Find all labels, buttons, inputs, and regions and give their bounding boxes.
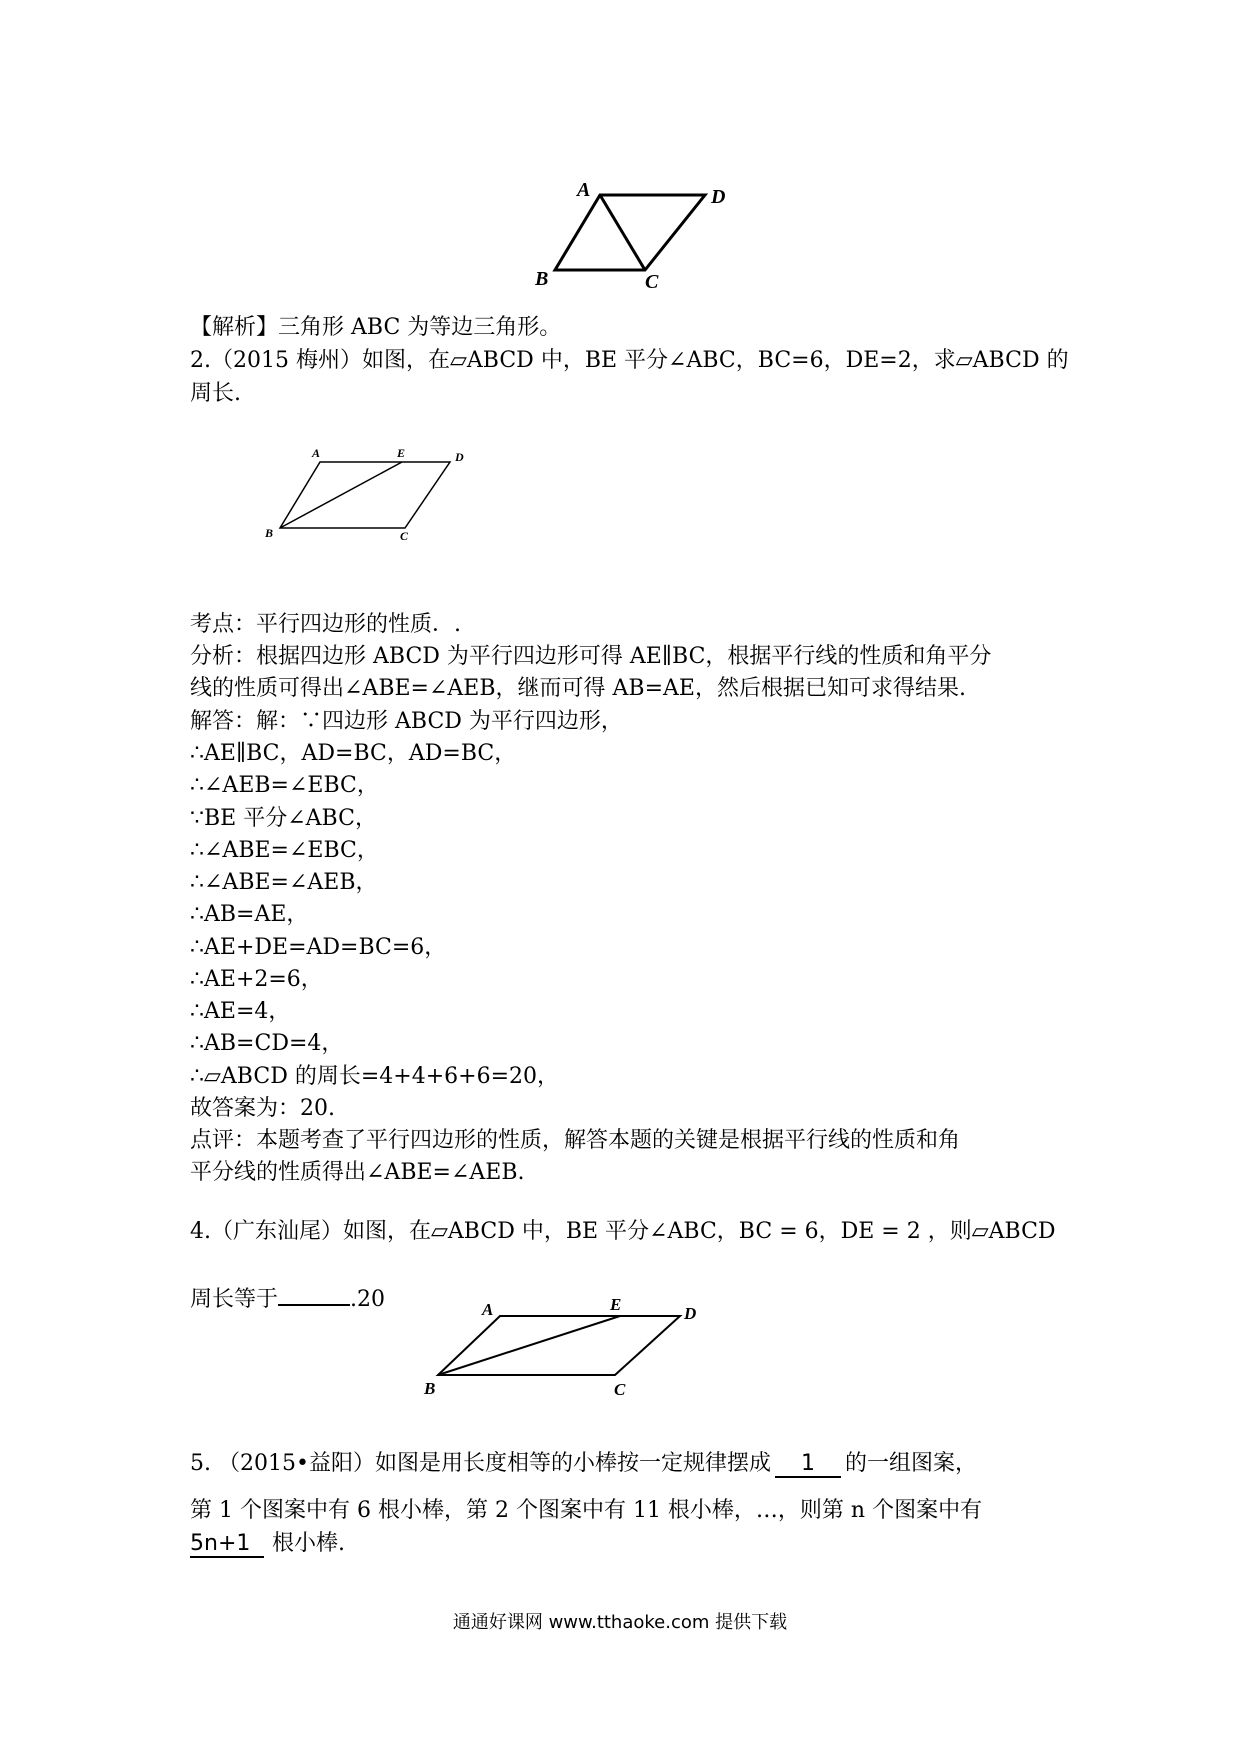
kaodian: 考点：平行四边形的性质．. bbox=[190, 612, 461, 637]
label-e: E bbox=[397, 446, 406, 460]
problem-4-suffix: .20 bbox=[350, 1287, 386, 1312]
step-4: ∴∠ABE=∠EBC， bbox=[190, 838, 379, 863]
label-d: D bbox=[684, 1304, 697, 1323]
problem-2-line-2: 周长. bbox=[190, 381, 241, 406]
parallelogram-outline bbox=[438, 1316, 680, 1375]
figure-parallelogram-2 bbox=[260, 445, 490, 545]
label-d: D bbox=[455, 450, 464, 464]
label-c: C bbox=[645, 271, 659, 293]
fenxi-line-1: 分析：根据四边形 ABCD 为平行四边形可得 AE∥BC，根据平行线的性质和角平分 bbox=[190, 644, 992, 669]
problem-5-line-3 bbox=[190, 1530, 345, 1558]
label-b: B bbox=[424, 1379, 436, 1398]
step-10: ∴AB=CD=4， bbox=[190, 1031, 344, 1056]
dianping-line-2: 平分线的性质得出∠ABE=∠AEB. bbox=[190, 1160, 525, 1185]
step-9: ∴AE=4， bbox=[190, 999, 291, 1024]
step-6: ∴AB=AE， bbox=[190, 902, 309, 927]
problem-4-line-2 bbox=[190, 1286, 385, 1314]
problem-5-line-1 bbox=[190, 1450, 977, 1478]
step-1: ∴AE∥BC，AD=BC，AD=BC， bbox=[190, 741, 517, 766]
answer-blank-5a: 1 bbox=[775, 1452, 841, 1478]
label-a: A bbox=[482, 1300, 494, 1319]
problem-4-line-1: 4.（广东汕尾）如图，在▱ABCD 中，BE 平分∠ABC，BC = 6，DE = 2 ，则▱ABCD bbox=[190, 1219, 1056, 1244]
label-c: C bbox=[400, 529, 409, 543]
answer-blank-5b: 5n+1 bbox=[190, 1532, 264, 1558]
problem-5-text-c: 根小棒. bbox=[272, 1531, 345, 1556]
label-e: E bbox=[610, 1295, 622, 1314]
problem-5-line-2: 第 1 个图案中有 6 根小棒，第 2 个图案中有 11 根小棒，…，则第 n 个图案中有 bbox=[190, 1498, 983, 1523]
analysis-1: 【解析】三角形 ABC 为等边三角形。 bbox=[190, 315, 562, 340]
label-b: B bbox=[535, 268, 549, 290]
dianping-line-1: 点评：本题考查了平行四边形的性质，解答本题的关键是根据平行线的性质和角 bbox=[190, 1128, 961, 1153]
figure-parallelogram-4 bbox=[420, 1295, 710, 1405]
step-11: ∴▱ABCD 的周长=4+4+6+6=20， bbox=[190, 1064, 559, 1089]
step-5: ∴∠ABE=∠AEB， bbox=[190, 870, 378, 895]
step-7: ∴AE+DE=AD=BC=6， bbox=[190, 935, 447, 960]
answer: 故答案为：20. bbox=[190, 1096, 335, 1121]
diagonal-ac bbox=[600, 195, 645, 270]
label-b: B bbox=[265, 526, 274, 540]
page-footer: 通通好课网 www.tthaoke.com 提供下载 bbox=[452, 1612, 788, 1633]
figure-rhombus-abcd bbox=[535, 170, 735, 295]
jieda: 解答：解：∵四边形 ABCD 为平行四边形， bbox=[190, 709, 623, 734]
step-2: ∴∠AEB=∠EBC， bbox=[190, 773, 379, 798]
parallelogram-outline bbox=[280, 462, 450, 528]
rhombus-outline bbox=[555, 195, 705, 270]
fenxi-line-2: 线的性质可得出∠ABE=∠AEB，继而可得 AB=AE，然后根据已知可求得结果. bbox=[190, 676, 966, 701]
problem-4-prefix: 周长等于 bbox=[190, 1287, 279, 1312]
label-a: A bbox=[312, 446, 321, 460]
problem-5-text-a: 5. （2015•益阳）如图是用长度相等的小棒按一定规律摆成 bbox=[190, 1451, 771, 1476]
label-c: C bbox=[614, 1380, 626, 1399]
label-a: A bbox=[577, 179, 591, 201]
step-3: ∵BE 平分∠ABC， bbox=[190, 806, 377, 831]
segment-be bbox=[280, 462, 402, 528]
problem-5-text-b: 的一组图案， bbox=[844, 1451, 977, 1476]
step-8: ∴AE+2=6， bbox=[190, 967, 323, 992]
label-d: D bbox=[711, 186, 726, 208]
segment-be bbox=[438, 1316, 620, 1375]
answer-blank-4 bbox=[278, 1304, 350, 1306]
problem-2-line-1: 2.（2015 梅州）如图，在▱ABCD 中，BE 平分∠ABC，BC=6，DE=2，求▱ABCD 的 bbox=[190, 348, 1069, 373]
